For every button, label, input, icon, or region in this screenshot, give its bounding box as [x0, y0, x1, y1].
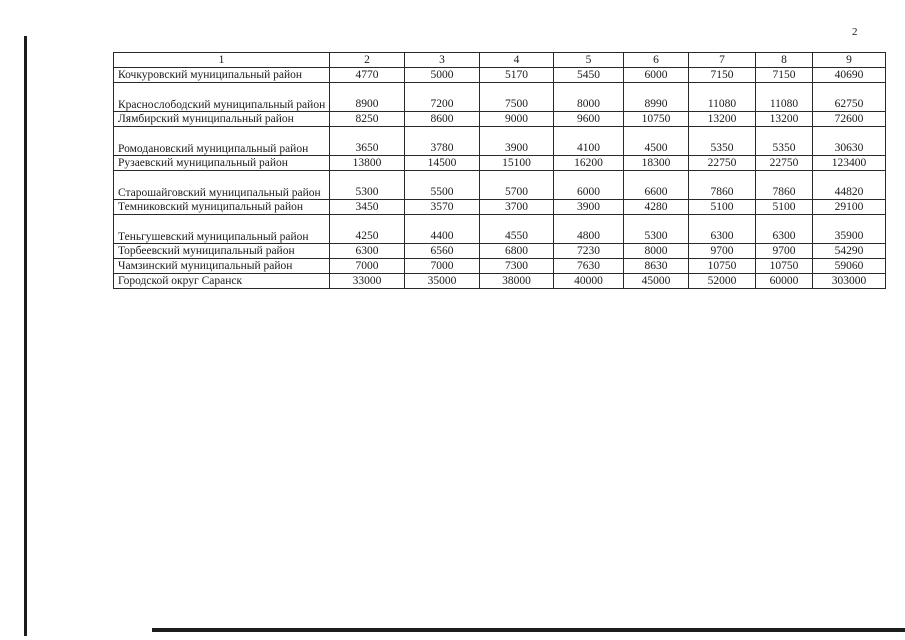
- value-cell: 5100: [689, 200, 756, 215]
- value-cell: 7150: [756, 68, 813, 83]
- value-cell: 4800: [554, 215, 624, 244]
- district-name-cell: Городской округ Саранск: [114, 274, 330, 289]
- value-cell: 10750: [624, 112, 689, 127]
- value-cell: 16200: [554, 156, 624, 171]
- column-header: 2: [330, 53, 405, 68]
- value-cell: 4100: [554, 127, 624, 156]
- value-cell: 303000: [813, 274, 886, 289]
- column-header: 5: [554, 53, 624, 68]
- value-cell: 7000: [330, 259, 405, 274]
- value-cell: 60000: [756, 274, 813, 289]
- value-cell: 7150: [689, 68, 756, 83]
- value-cell: 30630: [813, 127, 886, 156]
- district-name-cell: Ромодановский муниципальный район: [114, 127, 330, 156]
- value-cell: 4280: [624, 200, 689, 215]
- column-header: 4: [480, 53, 554, 68]
- data-table: [113, 52, 886, 289]
- value-cell: 6300: [689, 215, 756, 244]
- value-cell: 72600: [813, 112, 886, 127]
- value-cell: 6800: [480, 244, 554, 259]
- table-row: [114, 200, 886, 215]
- value-cell: 15100: [480, 156, 554, 171]
- value-cell: 62750: [813, 83, 886, 112]
- column-header: 7: [689, 53, 756, 68]
- table-row: [114, 156, 886, 171]
- value-cell: 3900: [480, 127, 554, 156]
- value-cell: 9700: [756, 244, 813, 259]
- value-cell: 5300: [330, 171, 405, 200]
- value-cell: 3900: [554, 200, 624, 215]
- district-name-cell: Темниковский муниципальный район: [114, 200, 330, 215]
- value-cell: 3700: [480, 200, 554, 215]
- table-row: [114, 215, 886, 244]
- value-cell: 9000: [480, 112, 554, 127]
- value-cell: 33000: [330, 274, 405, 289]
- district-name-cell: Теньгушевский муниципальный район: [114, 215, 330, 244]
- value-cell: 8250: [330, 112, 405, 127]
- value-cell: 10750: [756, 259, 813, 274]
- value-cell: 3450: [330, 200, 405, 215]
- value-cell: 44820: [813, 171, 886, 200]
- value-cell: 18300: [624, 156, 689, 171]
- scan-edge-left: [24, 36, 27, 636]
- value-cell: 4400: [405, 215, 480, 244]
- value-cell: 29100: [813, 200, 886, 215]
- value-cell: 3570: [405, 200, 480, 215]
- value-cell: 8000: [624, 244, 689, 259]
- value-cell: 5350: [689, 127, 756, 156]
- value-cell: 5000: [405, 68, 480, 83]
- value-cell: 123400: [813, 156, 886, 171]
- column-header: 3: [405, 53, 480, 68]
- value-cell: 5170: [480, 68, 554, 83]
- page-number: 2: [852, 26, 858, 38]
- table-row: [114, 83, 886, 112]
- value-cell: 8990: [624, 83, 689, 112]
- value-cell: 7860: [756, 171, 813, 200]
- value-cell: 35000: [405, 274, 480, 289]
- value-cell: 7300: [480, 259, 554, 274]
- value-cell: 4250: [330, 215, 405, 244]
- value-cell: 45000: [624, 274, 689, 289]
- district-name-cell: Рузаевский муниципальный район: [114, 156, 330, 171]
- value-cell: 6000: [624, 68, 689, 83]
- value-cell: 7000: [405, 259, 480, 274]
- column-header: 9: [813, 53, 886, 68]
- value-cell: 52000: [689, 274, 756, 289]
- district-name-cell: Краснослободский муниципальный район: [114, 83, 330, 112]
- value-cell: 11080: [689, 83, 756, 112]
- value-cell: 59060: [813, 259, 886, 274]
- table-row: [114, 274, 886, 289]
- value-cell: 8000: [554, 83, 624, 112]
- value-cell: 7500: [480, 83, 554, 112]
- value-cell: 38000: [480, 274, 554, 289]
- value-cell: 13800: [330, 156, 405, 171]
- table-row: [114, 127, 886, 156]
- scan-edge-bottom: [152, 628, 905, 632]
- value-cell: 5450: [554, 68, 624, 83]
- table-body: [114, 68, 886, 289]
- value-cell: 54290: [813, 244, 886, 259]
- value-cell: 6300: [330, 244, 405, 259]
- table-row: [114, 68, 886, 83]
- value-cell: 5500: [405, 171, 480, 200]
- header-row: [114, 53, 886, 68]
- value-cell: 4770: [330, 68, 405, 83]
- value-cell: 22750: [689, 156, 756, 171]
- value-cell: 10750: [689, 259, 756, 274]
- value-cell: 8630: [624, 259, 689, 274]
- value-cell: 35900: [813, 215, 886, 244]
- value-cell: 14500: [405, 156, 480, 171]
- value-cell: 22750: [756, 156, 813, 171]
- value-cell: 5300: [624, 215, 689, 244]
- value-cell: 8900: [330, 83, 405, 112]
- district-name-cell: Торбеевский муниципальный район: [114, 244, 330, 259]
- district-name-cell: Кочкуровский муниципальный район: [114, 68, 330, 83]
- table-row: [114, 259, 886, 274]
- value-cell: 5350: [756, 127, 813, 156]
- value-cell: 4550: [480, 215, 554, 244]
- value-cell: 7200: [405, 83, 480, 112]
- column-header: 1: [114, 53, 330, 68]
- value-cell: 9600: [554, 112, 624, 127]
- table-row: [114, 112, 886, 127]
- value-cell: 13200: [689, 112, 756, 127]
- column-header: 6: [624, 53, 689, 68]
- table-row: [114, 244, 886, 259]
- value-cell: 6000: [554, 171, 624, 200]
- value-cell: 6600: [624, 171, 689, 200]
- value-cell: 40690: [813, 68, 886, 83]
- value-cell: 9700: [689, 244, 756, 259]
- column-header: 8: [756, 53, 813, 68]
- value-cell: 4500: [624, 127, 689, 156]
- value-cell: 5700: [480, 171, 554, 200]
- value-cell: 3780: [405, 127, 480, 156]
- value-cell: 7230: [554, 244, 624, 259]
- value-cell: 40000: [554, 274, 624, 289]
- value-cell: 5100: [756, 200, 813, 215]
- table-row: [114, 171, 886, 200]
- district-name-cell: Лямбирский муниципальный район: [114, 112, 330, 127]
- value-cell: 6560: [405, 244, 480, 259]
- value-cell: 13200: [756, 112, 813, 127]
- value-cell: 11080: [756, 83, 813, 112]
- value-cell: 7630: [554, 259, 624, 274]
- value-cell: 6300: [756, 215, 813, 244]
- value-cell: 8600: [405, 112, 480, 127]
- district-name-cell: Старошайговский муниципальный район: [114, 171, 330, 200]
- district-name-cell: Чамзинский муниципальный район: [114, 259, 330, 274]
- value-cell: 7860: [689, 171, 756, 200]
- value-cell: 3650: [330, 127, 405, 156]
